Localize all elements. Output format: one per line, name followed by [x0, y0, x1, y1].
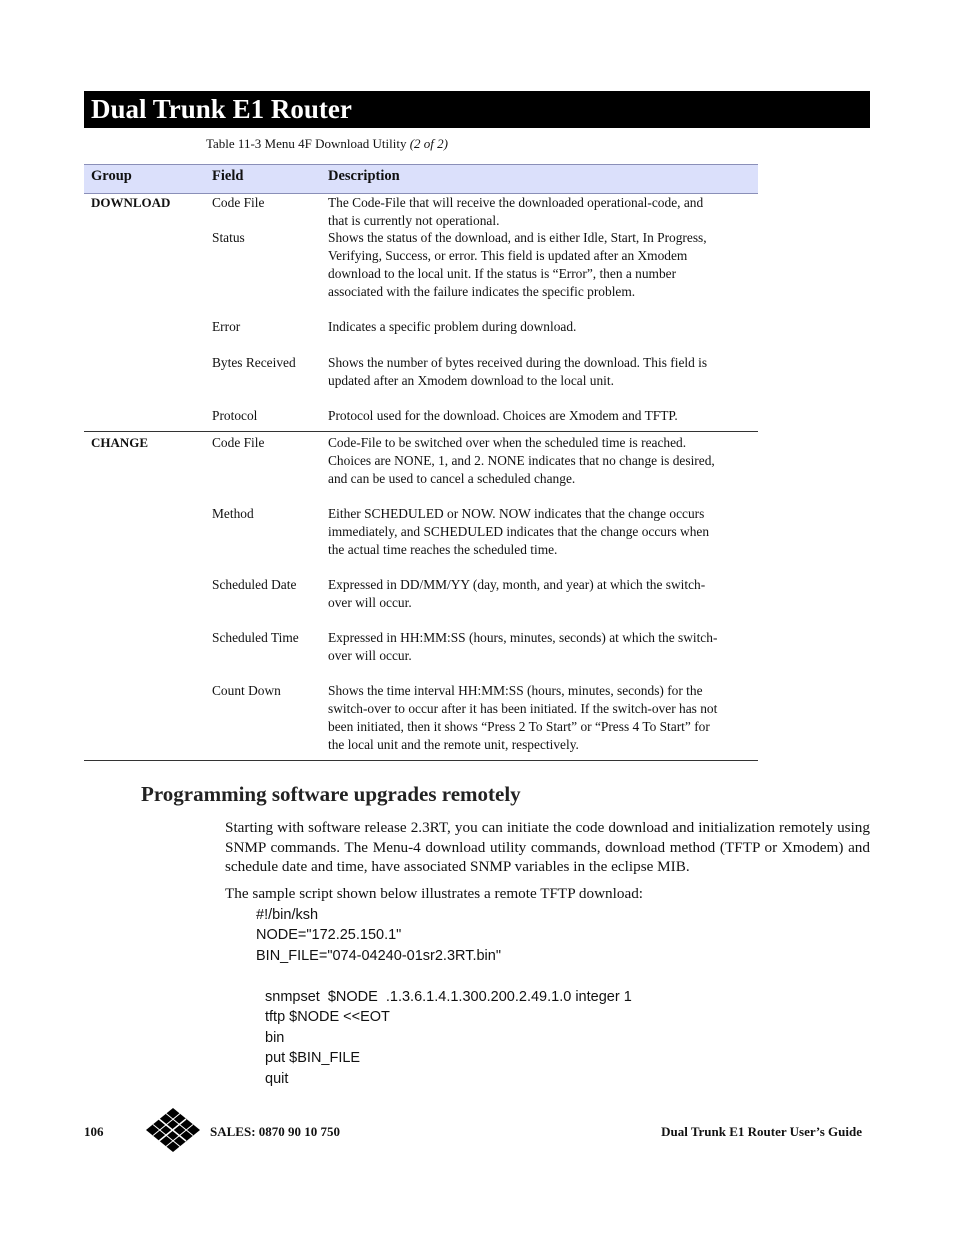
description-line: The Code-File that will receive the downloaded operational-code, and — [328, 195, 704, 210]
black-box-logo — [146, 1108, 200, 1152]
field-description — [328, 682, 756, 754]
description-line: Shows the status of the download, and is either Idle, Start, In Progress, — [328, 230, 707, 245]
intro-paragraph: Starting with software release 2.3RT, you can initiate the code download and initialization remotely using SNMP commands. The Menu-4 download utility commands, download method (TFTP or Xmodem) and schedule date and time, have associated SNMP variables in the eclipse MIB. — [225, 819, 870, 875]
description-line: switch-over to occur after it has been initiated. If the switch-over has not — [328, 701, 718, 716]
field-name: Method — [212, 506, 254, 521]
description-line: Expressed in HH:MM:SS (hours, minutes, seconds) at which the switch- — [328, 630, 718, 645]
field-name: Error — [212, 319, 241, 334]
script-line: put $BIN_FILE — [265, 1050, 361, 1067]
field-description — [328, 629, 756, 665]
field-description — [328, 434, 756, 488]
description-line: the local unit and the remote unit, respectively. — [328, 737, 579, 752]
field-description — [328, 318, 756, 336]
field-name: Scheduled Time — [212, 630, 299, 645]
script-line: NODE="172.25.150.1" — [256, 927, 402, 944]
description-line: updated after an Xmodem download to the local unit. — [328, 373, 614, 388]
script-block-commands — [265, 987, 632, 1089]
description-line: over will occur. — [328, 595, 412, 610]
script-line: tftp $NODE <<EOT — [265, 1009, 390, 1026]
description-line: Either SCHEDULED or NOW. NOW indicates that the change occurs — [328, 506, 705, 521]
description-line: Verifying, Success, or error. This field is updated after an Xmodem — [328, 248, 688, 263]
description-line: Indicates a specific problem during download. — [328, 319, 577, 334]
description-line: Choices are NONE, 1, and 2. NONE indicates that no change is desired, — [328, 453, 715, 468]
field-name: Code File — [212, 195, 265, 210]
description-line: Expressed in DD/MM/YY (day, month, and year) at which the switch- — [328, 577, 706, 592]
script-block-header — [256, 905, 501, 966]
description-line: over will occur. — [328, 648, 412, 663]
title-bar — [84, 91, 870, 128]
sales-phone: SALES: 0870 90 10 750 — [210, 1124, 341, 1139]
field-description — [328, 505, 756, 559]
group-divider — [84, 431, 758, 432]
field-name: Status — [212, 230, 245, 245]
description-line: Code-File to be switched over when the scheduled time is reached. — [328, 435, 687, 450]
field-description — [328, 229, 756, 301]
description-line: the actual time reaches the scheduled time. — [328, 542, 558, 557]
description-line: Shows the time interval HH:MM:SS (hours, minutes, seconds) for the — [328, 683, 703, 698]
field-name: Count Down — [212, 683, 281, 698]
field-name: Code File — [212, 435, 265, 450]
column-header-group: Group — [91, 168, 132, 184]
field-name: Scheduled Date — [212, 577, 297, 592]
script-line: quit — [265, 1070, 289, 1087]
table-bottom-rule — [84, 760, 758, 761]
table-caption — [206, 136, 448, 152]
column-header-field: Field — [212, 168, 244, 184]
description-line: Shows the number of bytes received during the download. This field is — [328, 355, 708, 370]
description-line: and can be used to cancel a scheduled change. — [328, 471, 576, 486]
field-description — [328, 576, 756, 612]
section-title: Programming software upgrades remotely — [141, 782, 521, 806]
table-caption-part: (2 of 2) — [409, 136, 448, 151]
script-line: bin — [265, 1029, 285, 1046]
page-title: Dual Trunk E1 Router — [91, 94, 352, 124]
field-name: Bytes Received — [212, 355, 296, 370]
group-label-change: CHANGE — [91, 435, 149, 450]
script-line: BIN_FILE="074-04240-01sr2.3RT.bin" — [256, 947, 501, 964]
table-caption-text: Table 11-3 Menu 4F Download Utility — [206, 136, 410, 151]
description-line: Protocol used for the download. Choices are Xmodem and TFTP. — [328, 408, 678, 423]
column-header-description: Description — [328, 168, 400, 184]
field-description — [328, 354, 756, 390]
guide-title: Dual Trunk E1 Router User’s Guide — [661, 1124, 862, 1139]
description-line: that is currently not operational. — [328, 213, 500, 228]
description-line: immediately, and SCHEDULED indicates that the change occurs when — [328, 524, 710, 539]
table-header — [84, 164, 758, 194]
page-number: 106 — [84, 1124, 104, 1139]
script-line: #!/bin/ksh — [256, 907, 319, 923]
group-label-download: DOWNLOAD — [91, 195, 171, 210]
script-intro-paragraph: The sample script shown below illustrates a remote TFTP download: — [225, 885, 644, 902]
script-line: snmpset $NODE .1.3.6.1.4.1.300.200.2.49.1.0 integer 1 — [265, 989, 632, 1005]
description-line: download to the local unit. If the status is “Error”, then a number — [328, 266, 677, 281]
field-description — [328, 194, 756, 230]
description-line: been initiated, then it shows “Press 2 To Start” or “Press 4 To Start” for — [328, 719, 710, 734]
description-line: associated with the failure indicates the specific problem. — [328, 284, 636, 299]
field-description — [328, 407, 756, 425]
field-name: Protocol — [212, 408, 258, 423]
